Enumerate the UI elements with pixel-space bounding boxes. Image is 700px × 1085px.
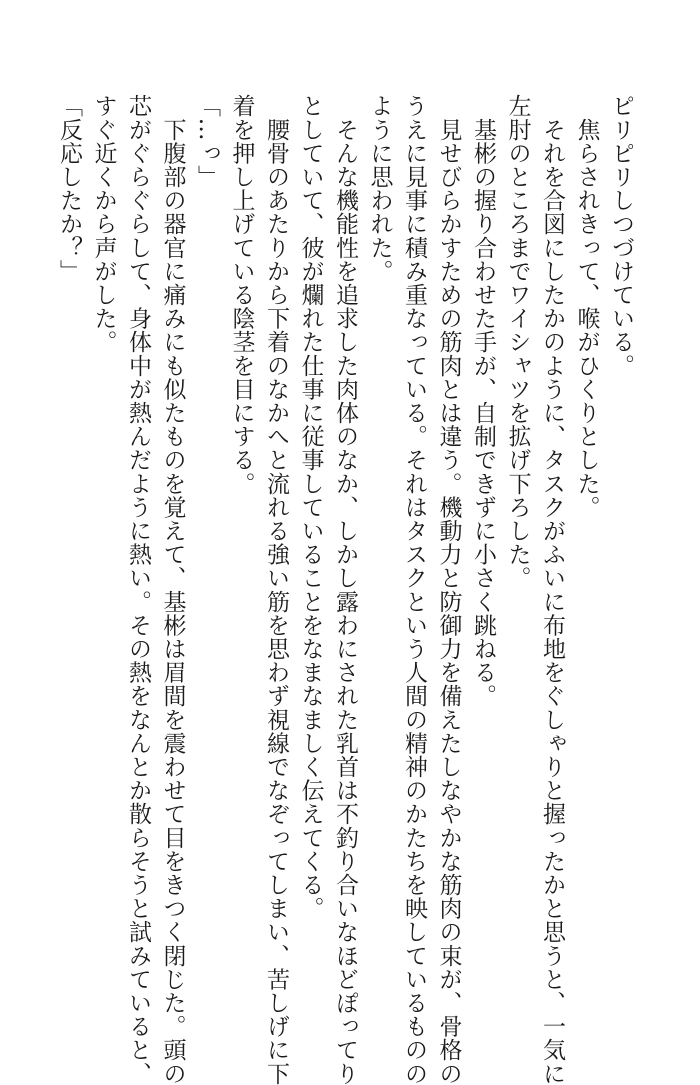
text-line: ように思われた。 (366, 94, 393, 283)
text-line: としていて、彼が爛れた仕事に従事していることをなまなましく伝えてくる。 (297, 94, 324, 920)
text-line: 見せびらかすための筋肉とは違う。機動力と防御力を備えたしなやかな筋肉の束が、骨格の (435, 94, 462, 1085)
text-line: そんな機能性を追求した肉体のなか、しかし露わにされた乳首は不釣り合いなほどぽってり (332, 94, 358, 1085)
text-line: 左肘のところまでワイシャツを拡げ下ろした。 (504, 94, 531, 590)
text-line: 着を押し上げている陰茎を目にする。 (228, 94, 255, 496)
text-line: 「…っ」 (194, 94, 220, 189)
text-line: 基彬の握り合わせた手が、自制できずに小さく跳ねる。 (470, 94, 496, 708)
text-line: 下腹部の器官に痛みにも似たものを覚えて、基彬は眉間を震わせて目をきつく閉じた。頭の (159, 94, 186, 1085)
vertical-text-body (52, 94, 639, 1085)
text-line: 焦らされきって、喉がひくりとした。 (573, 94, 600, 519)
text-line: すぐ近くから声がした。 (90, 94, 117, 354)
text-line: それを合図にしたかのように、タスクがふいに布地をぐしゃりと握ったかと思うと、一気に (539, 94, 565, 1085)
text-line: 「反応したか？」 (56, 94, 82, 283)
text-line: ピリピリしつづけている。 (608, 94, 634, 378)
text-line: 腰骨のあたりから下着のなかへと流れる強い筋を思わず視線でなぞってしまい、苦しげに下 (263, 94, 289, 1085)
text-line: 芯がぐらぐらして、身体中が熱んだように熱い。その熱をなんとか散らそうと試みていると、 (125, 94, 151, 1085)
text-line: うえに見事に積み重なっている。それはタスクという人間の精神のかたちを映しているものの (401, 94, 427, 1085)
